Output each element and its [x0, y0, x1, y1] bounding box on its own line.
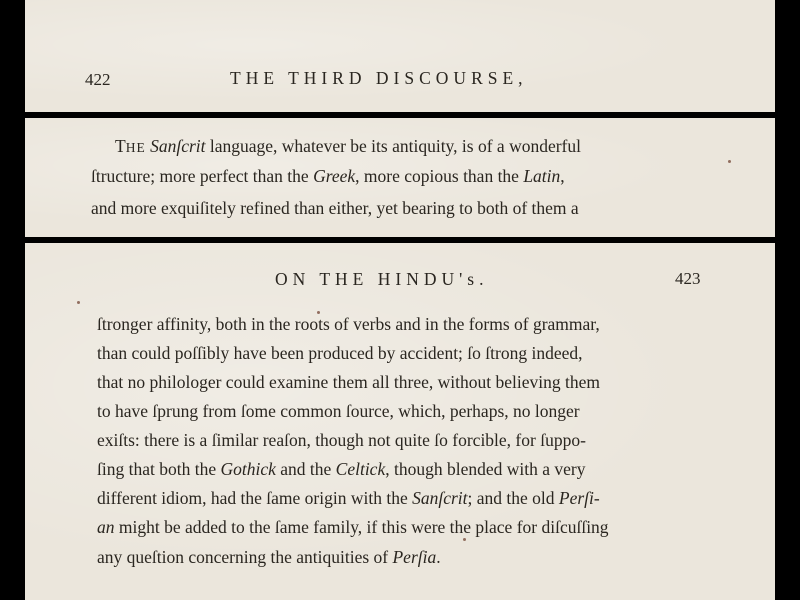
text-line: different idiom, had the ſame origin with the Sanſcrit; and the old Perſi- [97, 488, 600, 508]
ink-speck [317, 311, 320, 314]
ink-speck [728, 160, 731, 163]
text-line: to have ſprung from ſome common ſource, which, perhaps, no longer [97, 401, 580, 421]
text-line: ſing that both the Gothick and the Celtick, though blended with a very [97, 459, 586, 479]
text-line: ſtructure; more perfect than the Greek, more copious than the Latin, [91, 166, 565, 186]
text-line: any queſtion concerning the antiquities of Perſia. [97, 547, 441, 567]
running-head-left: THE THIRD DISCOURSE, [230, 68, 528, 88]
text-line: exiſts: there is a ſimilar reaſon, though not quite ſo forcible, for ſuppo- [97, 430, 586, 450]
text-line: ſtronger affinity, both in the roots of verbs and in the forms of grammar, [97, 314, 600, 334]
text-line: THE Sanſcrit language, whatever be its antiquity, is of a wonderful [115, 136, 581, 156]
text-line: and more exquiſitely refined than either, yet bearing to both of them a [91, 198, 579, 218]
page-number-right: 423 [675, 269, 701, 288]
text-line: than could poſſibly have been produced by accident; ſo ſtrong indeed, [97, 343, 583, 363]
ink-speck [77, 301, 80, 304]
page-422-text-strip [25, 118, 775, 237]
page-422-header-strip [25, 0, 775, 112]
text-line: that no philologer could examine them all three, without believing them [97, 372, 600, 392]
ink-speck [463, 538, 466, 541]
text-line: an might be added to the ſame family, if this were the place for diſcuſſing [97, 517, 609, 537]
page-423-text-strip [25, 243, 775, 600]
running-head-right: ON THE HINDU's. [275, 269, 489, 289]
page-number-left: 422 [85, 70, 111, 89]
